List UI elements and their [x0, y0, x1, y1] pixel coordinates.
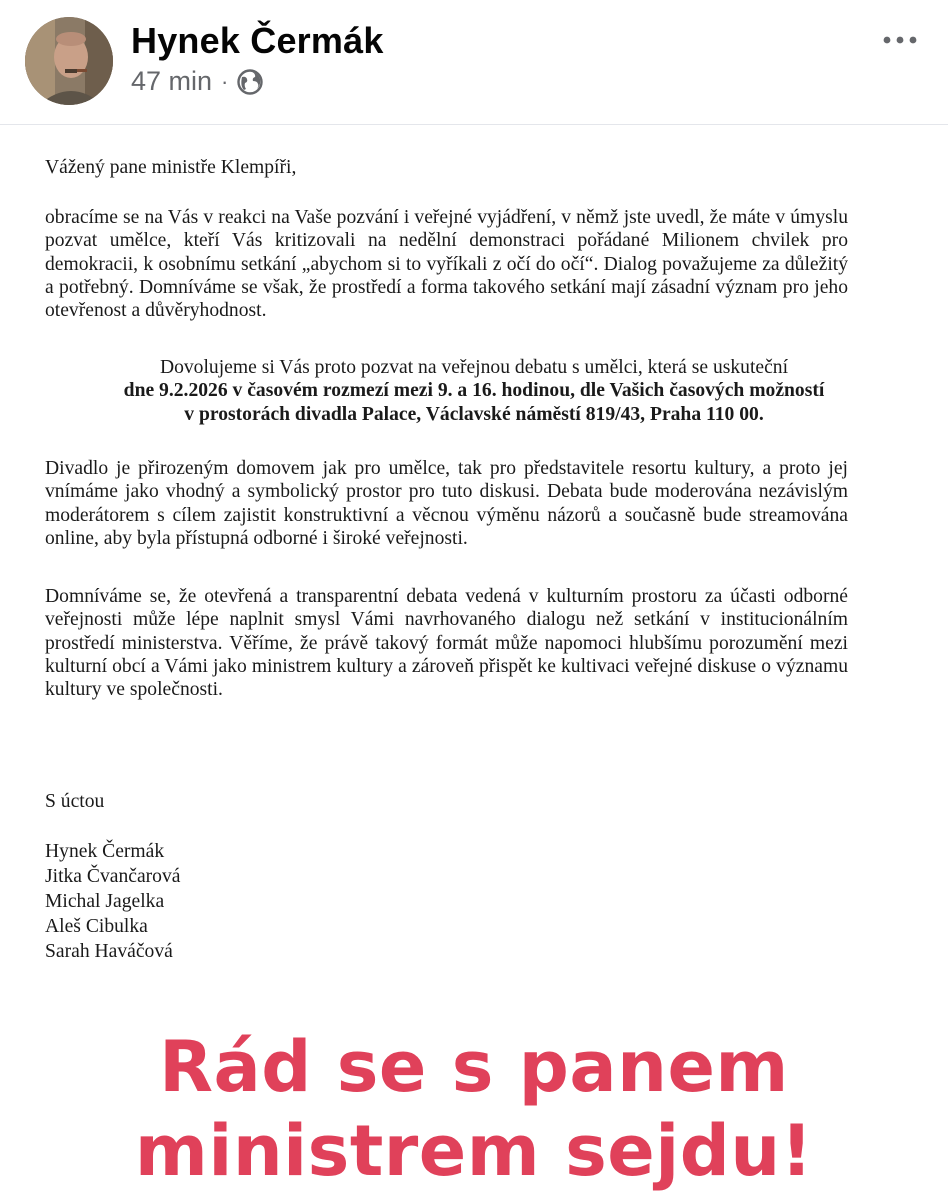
signatory: Hynek Čermák — [45, 841, 165, 862]
author-avatar[interactable] — [25, 17, 113, 105]
meta-separator: · — [221, 68, 229, 94]
letter-invitation — [45, 356, 903, 426]
caption-line-1: Rád se s panem — [159, 1026, 789, 1108]
letter-salutation: Vážený pane ministře Klempíři, — [45, 157, 297, 178]
invite-date: dne 9.2.2026 v časovém rozmezí mezi 9. a 16. hodinou, dle Vašich časových možností — [123, 380, 825, 402]
caption-line-2: ministrem sejdu! — [134, 1110, 814, 1192]
more-options-icon[interactable] — [880, 30, 920, 50]
letter-paragraph-3: Domníváme se, že otevřená a transparentní debata vedená v kulturním prostoru za účasti odborné veřejnosti může lépe naplnit smysl Vámi navrhovaného dialogu než setkání v institucionálním prostředí ministerstva. Věříme, že právě takový formát může napomoci hlubšímu porozumění mezi kulturní obcí a Vámi jako ministrem kultury a zároveň přispět ke kultivaci veřejné diskuse o významu kultury ve společnosti. — [45, 586, 848, 701]
letter-closing: S úctou — [45, 791, 105, 812]
invite-place: v prostorách divadla Palace, Václavské náměstí 819/43, Praha 110 00. — [184, 403, 764, 425]
avatar-photo — [25, 17, 113, 105]
letter-paragraph-1: obracíme se na Vás v reakci na Vaše pozvání i veřejné vyjádření, v němž jste uvedl, že máte v úmyslu pozvat umělce, kteří Vás kritizovali na nedělní demonstraci pořádané Milionem chvilek pro demokracii, k osobnímu setkání „abychom si to vyříkali z očí do očí“. Dialog považujeme za důležitý a potřebný. Domníváme se však, že prostředí a forma takového setkání mají zásadní význam pro jeho otevřenost a důvěryhodnost. — [45, 207, 848, 322]
globe-icon[interactable] — [236, 68, 264, 96]
signatory: Sarah Haváčová — [45, 941, 173, 962]
author-name[interactable]: Hynek Čermák — [131, 20, 384, 61]
signatory: Aleš Cibulka — [45, 916, 148, 937]
letter-paragraph-2: Divadlo je přirozeným domovem jak pro umělce, tak pro představitele resortu kultury, a proto jej vnímáme jako vhodný a symbolický prostor pro tuto diskusi. Debata bude moderována nezávislým moderátorem s cílem zajistit konstruktivní a věcnou výměnu názorů a současně bude streamována online, aby byla přístupná odborné i široké veřejnosti. — [45, 458, 848, 549]
post-header — [0, 0, 948, 124]
signatory: Jitka Čvančarová — [45, 866, 181, 887]
signatory: Michal Jagelka — [45, 891, 165, 912]
post-meta — [131, 66, 264, 97]
signatory-list — [45, 839, 180, 964]
post-time[interactable]: 47 min — [131, 66, 213, 96]
invite-intro: Dovolujeme si Vás proto pozvat na veřejnou debatu s umělci, která se uskuteční — [159, 357, 789, 378]
overlay-caption — [0, 1025, 948, 1193]
